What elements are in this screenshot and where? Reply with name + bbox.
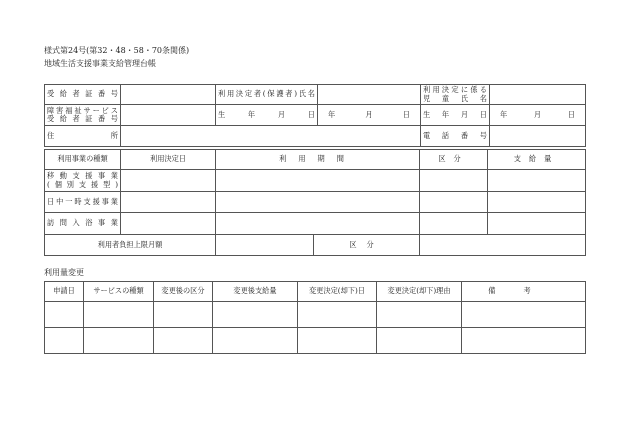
change-cell[interactable] bbox=[298, 302, 377, 328]
header-change-decision-date: 変更決定(却下)日 bbox=[298, 282, 377, 302]
change-cell[interactable] bbox=[45, 328, 84, 354]
burden-limit-label: 利用者負担上限月額 bbox=[45, 235, 216, 256]
address-value[interactable] bbox=[121, 126, 421, 147]
daytime-usage-period[interactable] bbox=[216, 192, 420, 213]
bath-supply-amount[interactable] bbox=[488, 213, 586, 235]
header-usage-period: 利用期間 bbox=[216, 150, 420, 170]
usage-change-title: 利用量変更 bbox=[44, 268, 84, 277]
row-label-visiting-bath: 訪問入浴事業 bbox=[45, 213, 121, 235]
burden-category-value[interactable] bbox=[420, 235, 586, 256]
child-name-label: 利用決定に係る 児童氏名 bbox=[421, 85, 490, 105]
bath-category[interactable] bbox=[420, 213, 488, 235]
child-name-value[interactable] bbox=[490, 85, 586, 105]
header-new-category: 変更後の区分 bbox=[154, 282, 213, 302]
bath-usage-period[interactable] bbox=[216, 213, 420, 235]
row-label-daytime-support: 日中一時支援事業 bbox=[45, 192, 121, 213]
daytime-category[interactable] bbox=[420, 192, 488, 213]
header-remarks: 備考 bbox=[462, 282, 586, 302]
mobility-decision-date[interactable] bbox=[121, 170, 216, 192]
header-change-decision-reason: 変更決定(却下)理由 bbox=[377, 282, 462, 302]
recipient-cert-label: 受給者証番号 bbox=[45, 85, 121, 105]
burden-category-label: 区分 bbox=[314, 235, 420, 256]
change-cell[interactable] bbox=[213, 328, 298, 354]
disability-cert-value[interactable] bbox=[121, 105, 216, 126]
header-decision-date: 利用決定日 bbox=[121, 150, 216, 170]
user-name-label: 利用決定者(保護者)氏名 bbox=[216, 85, 318, 105]
disability-cert-label: 障害福祉サービス 受給者証番号 bbox=[45, 105, 121, 126]
header-new-supply-amount: 変更後支給量 bbox=[213, 282, 298, 302]
recipient-cert-value[interactable] bbox=[121, 85, 216, 105]
change-cell[interactable] bbox=[45, 302, 84, 328]
recipient-info-table bbox=[44, 84, 586, 147]
table-row bbox=[45, 302, 586, 328]
row-label-mobility-support: 移動支援事業 (個別支援型) bbox=[45, 170, 121, 192]
user-birth-label: 生年月日 bbox=[216, 105, 318, 126]
address-label: 住所 bbox=[45, 126, 121, 147]
daytime-supply-amount[interactable] bbox=[488, 192, 586, 213]
child-birth-value[interactable]: 年 月 日 bbox=[490, 105, 586, 126]
change-cell[interactable] bbox=[213, 302, 298, 328]
child-birth-label: 生年月日 bbox=[421, 105, 490, 126]
table-row bbox=[45, 213, 586, 235]
user-name-value[interactable] bbox=[318, 85, 421, 105]
usage-change-table bbox=[44, 281, 586, 354]
form-number: 様式第24号(第32・48・58・70条関係) bbox=[44, 46, 190, 55]
ledger-title: 地域生活支援事業支給管理台帳 bbox=[44, 59, 156, 68]
change-cell[interactable] bbox=[298, 328, 377, 354]
change-cell[interactable] bbox=[377, 302, 462, 328]
header-category: 区分 bbox=[420, 150, 488, 170]
header-service-type: 利用事業の種類 bbox=[45, 150, 121, 170]
table-row bbox=[45, 192, 586, 213]
service-table bbox=[44, 149, 586, 256]
change-cell[interactable] bbox=[462, 302, 586, 328]
change-cell[interactable] bbox=[154, 302, 213, 328]
phone-label: 電話番号 bbox=[421, 126, 490, 147]
change-cell[interactable] bbox=[377, 328, 462, 354]
header-supply-amount: 支給量 bbox=[488, 150, 586, 170]
daytime-decision-date[interactable] bbox=[121, 192, 216, 213]
user-birth-value[interactable]: 年 月 日 bbox=[318, 105, 421, 126]
header-change-service-type: サービスの種類 bbox=[84, 282, 154, 302]
bath-decision-date[interactable] bbox=[121, 213, 216, 235]
change-cell[interactable] bbox=[462, 328, 586, 354]
phone-value[interactable] bbox=[490, 126, 586, 147]
header-application-date: 申請日 bbox=[45, 282, 84, 302]
burden-limit-value[interactable] bbox=[216, 235, 314, 256]
change-cell[interactable] bbox=[154, 328, 213, 354]
change-cell[interactable] bbox=[84, 328, 154, 354]
mobility-usage-period[interactable] bbox=[216, 170, 420, 192]
table-row bbox=[45, 170, 586, 192]
table-row bbox=[45, 328, 586, 354]
mobility-supply-amount[interactable] bbox=[488, 170, 586, 192]
change-cell[interactable] bbox=[84, 302, 154, 328]
mobility-category[interactable] bbox=[420, 170, 488, 192]
